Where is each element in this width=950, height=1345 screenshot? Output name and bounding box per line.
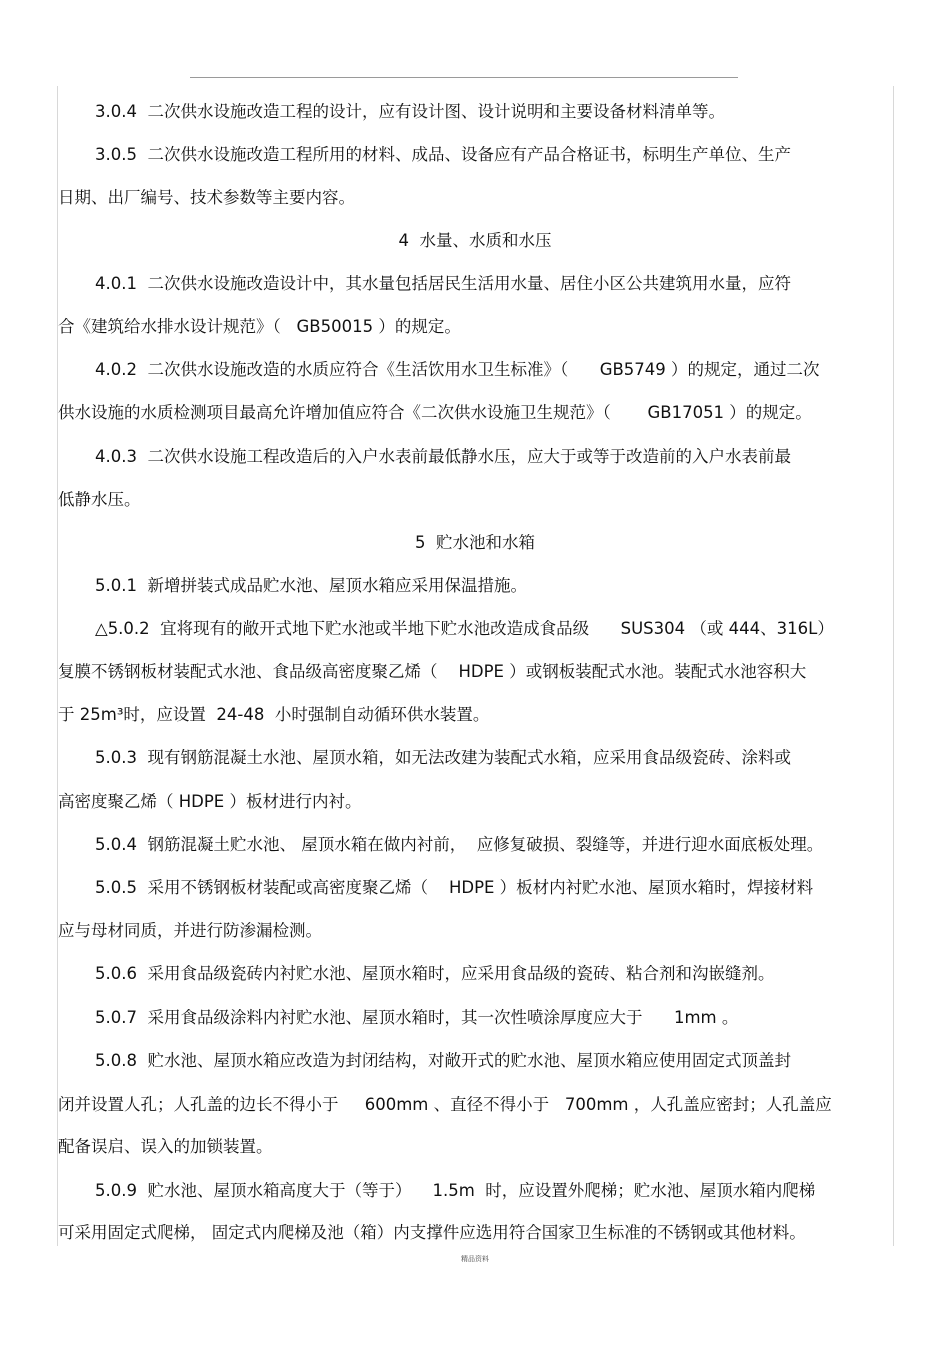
clause-5-0-8-cont2: 配备误启、误入的加锁装置。	[58, 1137, 273, 1156]
clause-5-0-2-cont2: 于 25m³时，应设置 24-48 小时强制自动循环供水装置。	[58, 705, 490, 724]
clause-5-0-9: 5.0.9 贮水池、屋顶水箱高度大于（等于） 1.5m 时，应设置外爬梯；贮水池、屋顶水箱内爬梯	[95, 1181, 816, 1200]
clause-3-0-5: 3.0.5 二次供水设施改造工程所用的材料、成品、设备应有产品合格证书，标明生产单位、生产	[95, 145, 791, 164]
clause-5-0-6: 5.0.6 采用食品级瓷砖内衬贮水池、屋顶水箱时，应采用食品级的瓷砖、粘合剂和沟嵌缝剂。	[95, 964, 775, 983]
clause-5-0-7: 5.0.7 采用食品级涂料内衬贮水池、屋顶水箱时，其一次性喷涂厚度应大于 1mm 。	[95, 1008, 739, 1027]
clause-3-0-5-cont: 日期、出厂编号、技术参数等主要内容。	[58, 188, 355, 207]
clause-5-0-5-cont: 应与母材同质，并进行防渗漏检测。	[58, 921, 322, 940]
clause-4-0-2-cont: 供水设施的水质检测项目最高允许增加值应符合《二次供水设施卫生规范》（ GB17051 ）的规定。	[58, 403, 812, 422]
header-rule	[190, 77, 738, 78]
clause-5-0-3-cont: 高密度聚乙烯（ HDPE ）板材进行内衬。	[58, 792, 362, 811]
section-heading-4: 4 水量、水质和水压	[398, 231, 552, 250]
page-footer: 精品资料	[461, 1255, 489, 1263]
clause-5-0-5: 5.0.5 采用不锈钢板材装配或高密度聚乙烯（ HDPE ）板材内衬贮水池、屋顶水箱时，焊接材料	[95, 878, 814, 897]
clause-5-0-2-cont: 复膜不锈钢板材装配式水池、食品级高密度聚乙烯（ HDPE ）或钢板装配式水池。装配式水池容积大	[58, 662, 807, 681]
clause-5-0-9-cont: 可采用固定式爬梯， 固定式内爬梯及池（箱）内支撑件应选用符合国家卫生标准的不锈钢或其他材料。	[58, 1223, 806, 1242]
clause-4-0-1: 4.0.1 二次供水设施改造设计中，其水量包括居民生活用水量、居住小区公共建筑用水量，应符	[95, 274, 791, 293]
clause-4-0-1-cont: 合《建筑给水排水设计规范》（ GB50015 ）的规定。	[58, 317, 461, 336]
clause-5-0-4: 5.0.4 钢筋混凝土贮水池、 屋顶水箱在做内衬前， 应修复破损、裂缝等，并进行迎水面底板处理。	[95, 835, 824, 854]
clause-4-0-3-cont: 低静水压。	[58, 490, 141, 509]
clause-4-0-3: 4.0.3 二次供水设施工程改造后的入户水表前最低静水压，应大于或等于改造前的入户水表前最	[95, 447, 791, 466]
clause-5-0-1: 5.0.1 新增拼装式成品贮水池、屋顶水箱应采用保温措施。	[95, 576, 527, 595]
clause-5-0-8-cont: 闭并设置人孔；人孔盖的边长不得小于 600mm 、直径不得小于 700mm ，人孔盖应密封；人孔盖应	[58, 1095, 832, 1114]
clause-5-0-8: 5.0.8 贮水池、屋顶水箱应改造为封闭结构，对敞开式的贮水池、屋顶水箱应使用固定式顶盖封	[95, 1051, 791, 1070]
clause-5-0-2: △5.0.2 宜将现有的敞开式地下贮水池或半地下贮水池改造成食品级 SUS304 （或 444、316L）	[95, 619, 834, 638]
clause-5-0-3: 5.0.3 现有钢筋混凝土水池、屋顶水箱，如无法改建为装配式水箱，应采用食品级瓷砖、涂料或	[95, 748, 791, 767]
page-border-right	[893, 86, 894, 1246]
clause-3-0-4: 3.0.4 二次供水设施改造工程的设计，应有设计图、设计说明和主要设备材料清单等。	[95, 102, 725, 121]
clause-4-0-2: 4.0.2 二次供水设施改造的水质应符合《生活饮用水卫生标准》（ GB5749 ）的规定，通过二次	[95, 360, 820, 379]
section-heading-5: 5 贮水池和水箱	[415, 533, 535, 552]
